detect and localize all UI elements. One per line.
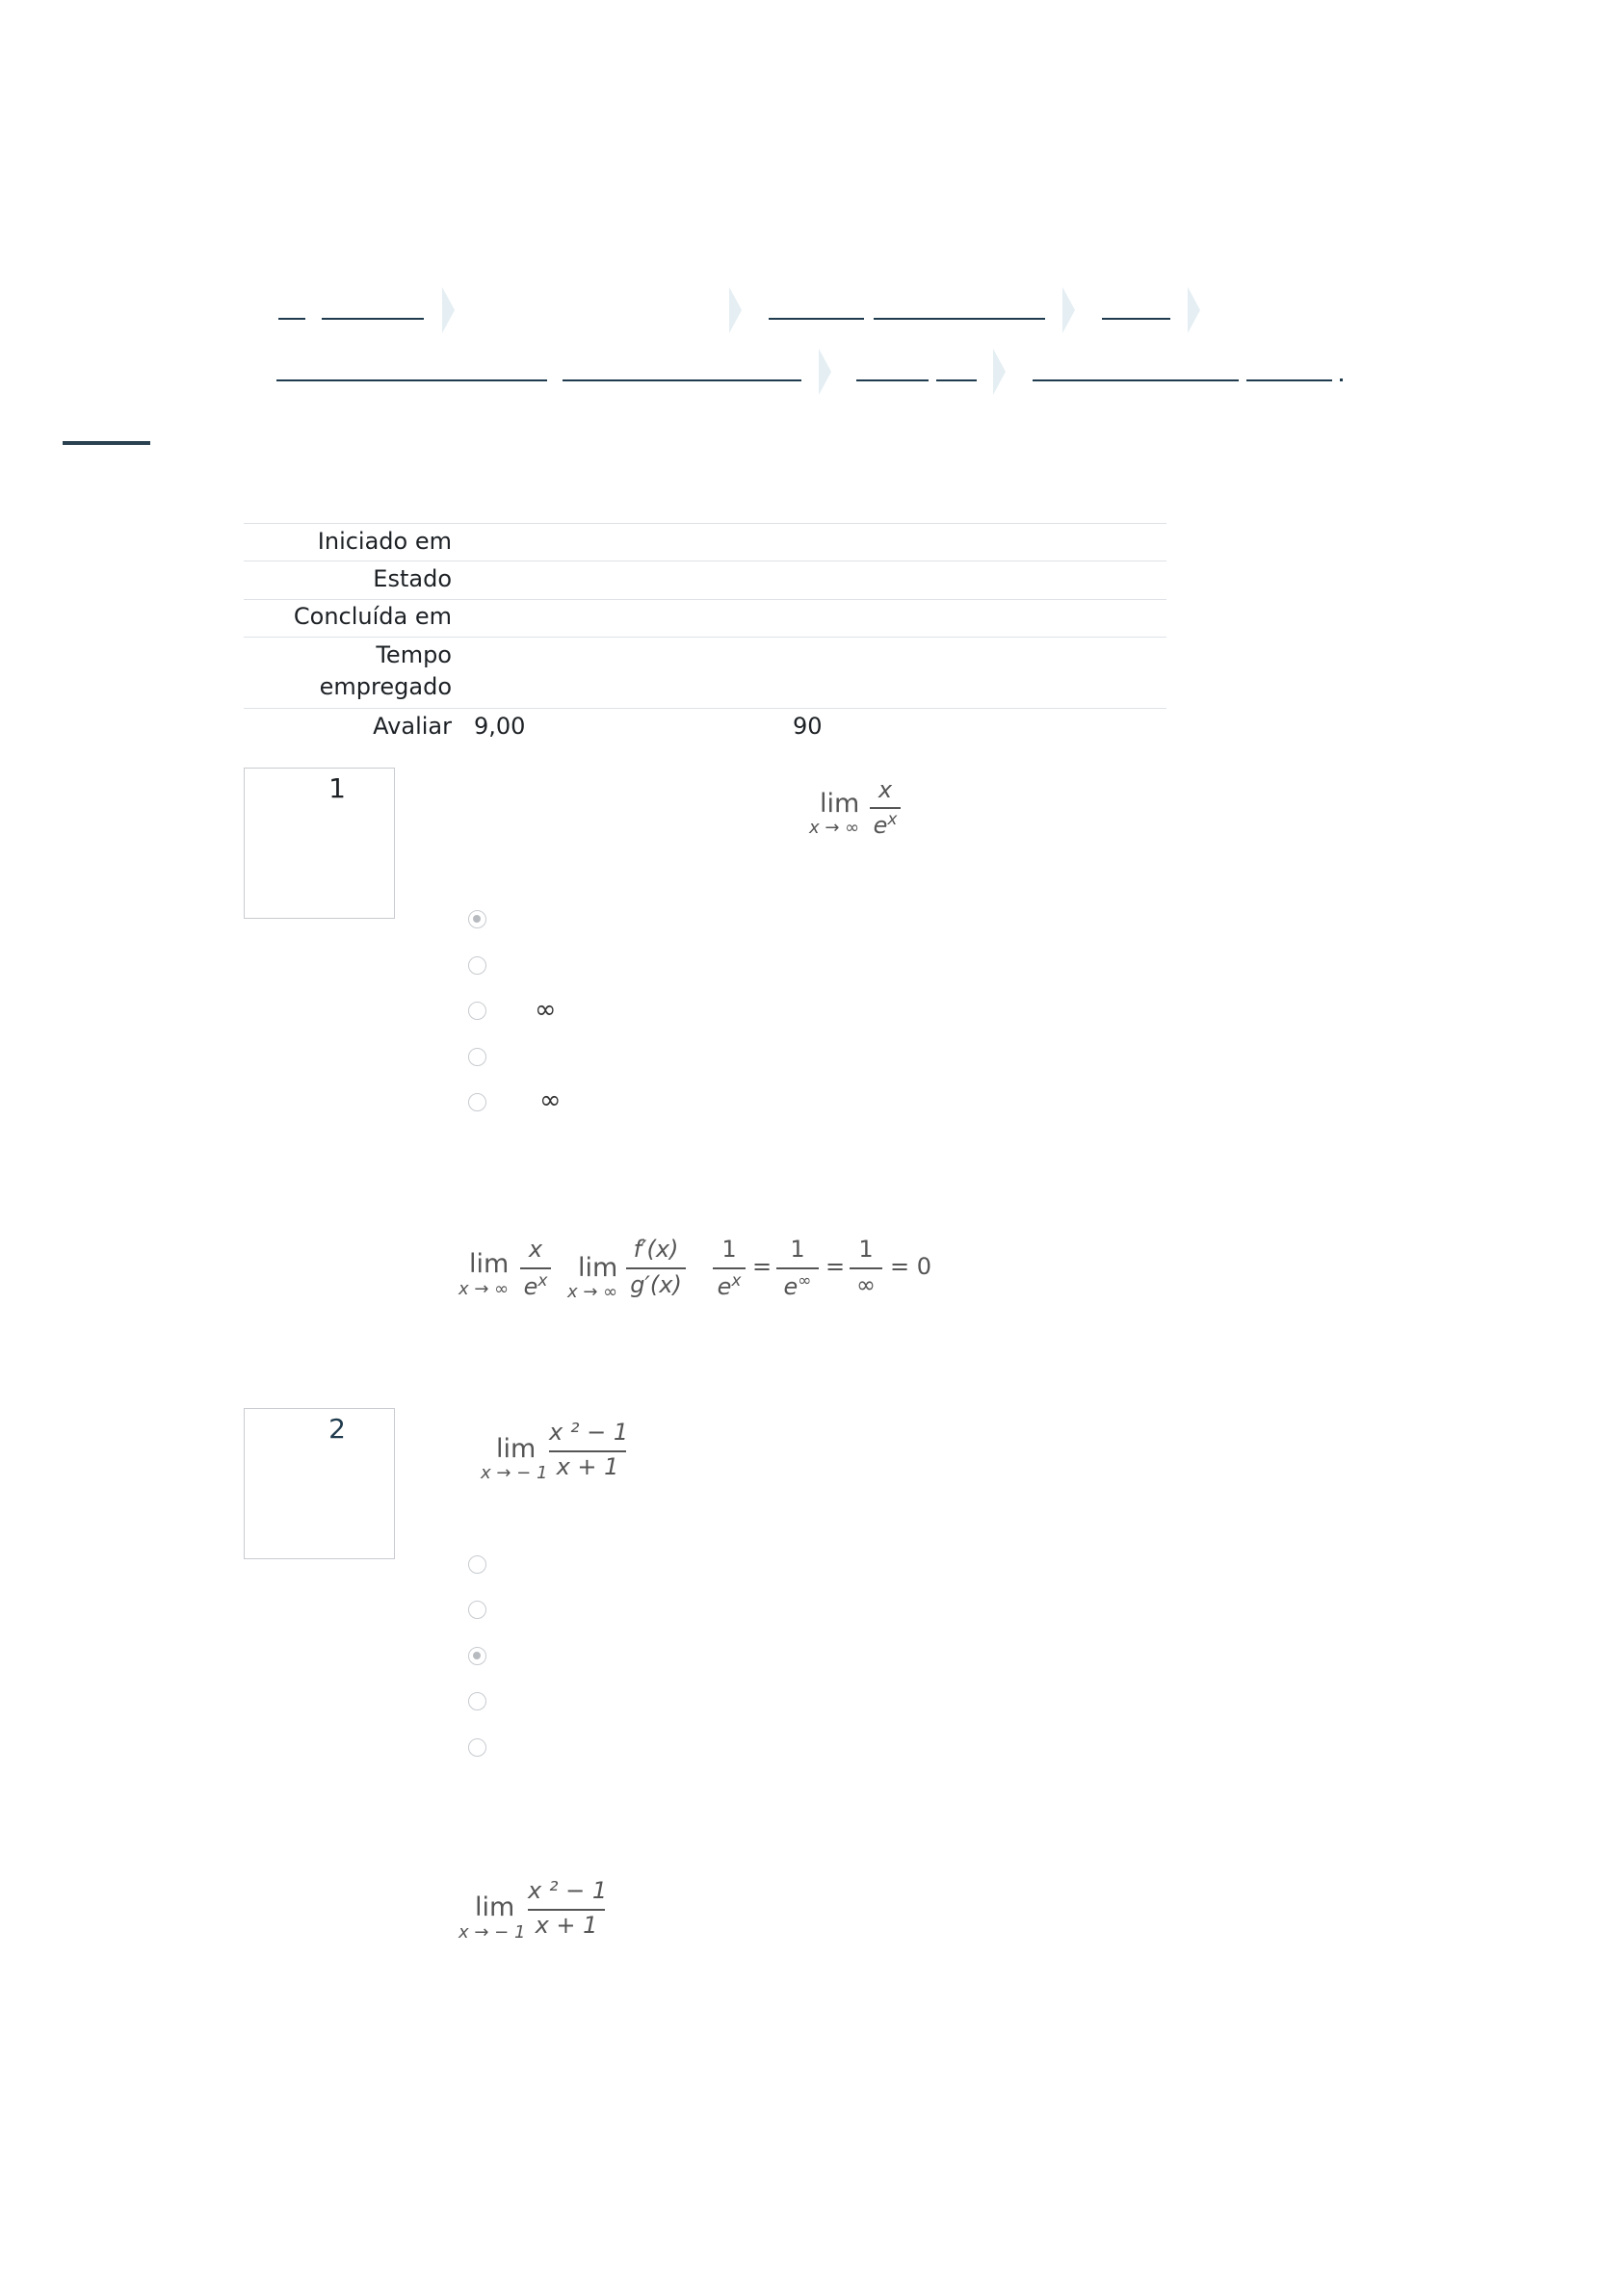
breadcrumb-separator-icon (819, 349, 831, 395)
summary-label-time-line2: empregado (319, 673, 452, 700)
fraction-bar (549, 1450, 626, 1452)
fraction-numerator: 1 (858, 1236, 874, 1263)
table-divider (244, 523, 1166, 524)
fraction-bar (776, 1267, 819, 1269)
summary-value-grade-total: 90 (793, 713, 823, 740)
solution-result: = 0 (890, 1253, 932, 1280)
fraction-denominator: $e^x$ (873, 810, 898, 839)
breadcrumb-separator-icon (1062, 287, 1075, 333)
limit-operator: lim (475, 1892, 515, 1922)
breadcrumb-link[interactable] (276, 379, 547, 381)
answer-radio-d[interactable] (468, 1048, 486, 1066)
answer-radio-d[interactable] (468, 1692, 486, 1710)
question-info-box (244, 768, 395, 919)
table-divider (244, 637, 1166, 638)
fraction-bar (520, 1267, 551, 1269)
answer-radio-e[interactable] (468, 1093, 486, 1111)
fraction-bar (870, 807, 901, 809)
breadcrumb-link[interactable] (1102, 318, 1170, 320)
summary-value-grade: 9,00 (474, 713, 526, 740)
answer-radio-a[interactable] (468, 910, 486, 928)
answer-radio-b[interactable] (468, 1601, 486, 1619)
breadcrumb-link[interactable] (936, 379, 977, 381)
fraction-denominator: $e^x$ (717, 1271, 742, 1300)
answer-radio-a[interactable] (468, 1555, 486, 1574)
breadcrumb-link[interactable] (278, 318, 305, 320)
limit-operator: lim (469, 1249, 510, 1279)
limit-subscript: x → − 1 (458, 1922, 526, 1943)
breadcrumb-link[interactable] (1033, 379, 1239, 381)
breadcrumb-link[interactable] (563, 379, 801, 381)
fraction-numerator: 1 (721, 1236, 737, 1263)
fraction-denominator: x + 1 (556, 1453, 619, 1480)
fraction-numerator: x ² − 1 (528, 1877, 608, 1904)
breadcrumb-link[interactable] (1246, 379, 1332, 381)
fraction-bar (713, 1267, 746, 1269)
limit-subscript: x → ∞ (458, 1279, 510, 1299)
summary-label-completed: Concluída em (293, 603, 452, 630)
question-number: 1 (328, 772, 346, 804)
breadcrumb-link[interactable] (874, 318, 1045, 320)
breadcrumb-separator-icon (442, 287, 455, 333)
fraction-denominator: x + 1 (535, 1912, 598, 1939)
limit-operator: lim (496, 1434, 537, 1464)
fraction-numerator: x (528, 1236, 543, 1263)
limit-subscript: x → ∞ (809, 818, 860, 838)
answer-radio-c[interactable] (468, 1002, 486, 1020)
fraction-denominator: g′(x) (630, 1271, 682, 1298)
summary-label-grade: Avaliar (373, 713, 452, 740)
fraction-bar (626, 1267, 686, 1269)
limit-subscript: x → − 1 (481, 1463, 548, 1483)
equals-sign: = (825, 1253, 846, 1280)
breadcrumb-period (1340, 378, 1343, 381)
limit-operator: lim (820, 789, 860, 819)
section-heading-underline (63, 441, 150, 445)
fraction-denominator: ∞ (856, 1271, 876, 1298)
limit-subscript: x → ∞ (567, 1282, 618, 1302)
answer-radio-e[interactable] (468, 1738, 486, 1757)
fraction-numerator: x ² − 1 (549, 1419, 629, 1446)
breadcrumb-link[interactable] (856, 379, 929, 381)
answer-radio-c[interactable] (468, 1647, 486, 1665)
summary-label-time-line1: Tempo (376, 641, 452, 668)
fraction-bar (850, 1267, 882, 1269)
summary-label-state: Estado (373, 565, 452, 592)
answer-text-c: ∞ (535, 995, 557, 1025)
question-info-box (244, 1408, 395, 1559)
fraction-numerator: x (877, 776, 893, 803)
summary-label-started: Iniciado em (317, 528, 452, 555)
breadcrumb-link[interactable] (322, 318, 424, 320)
breadcrumb-separator-icon (729, 287, 742, 333)
breadcrumb-separator-icon (1188, 287, 1200, 333)
fraction-numerator: f′(x) (633, 1236, 679, 1263)
breadcrumb-separator-icon (993, 349, 1006, 395)
fraction-denominator: $e^x$ (523, 1271, 548, 1300)
fraction-numerator: 1 (790, 1236, 805, 1263)
question-number: 2 (328, 1413, 346, 1445)
answer-text-e: ∞ (539, 1085, 562, 1115)
equals-sign: = (752, 1253, 773, 1280)
fraction-denominator: e∞ (783, 1271, 812, 1300)
answer-radio-b[interactable] (468, 956, 486, 975)
limit-operator: lim (578, 1253, 618, 1283)
fraction-bar (528, 1909, 605, 1911)
table-divider (244, 708, 1166, 709)
breadcrumb-link[interactable] (769, 318, 864, 320)
